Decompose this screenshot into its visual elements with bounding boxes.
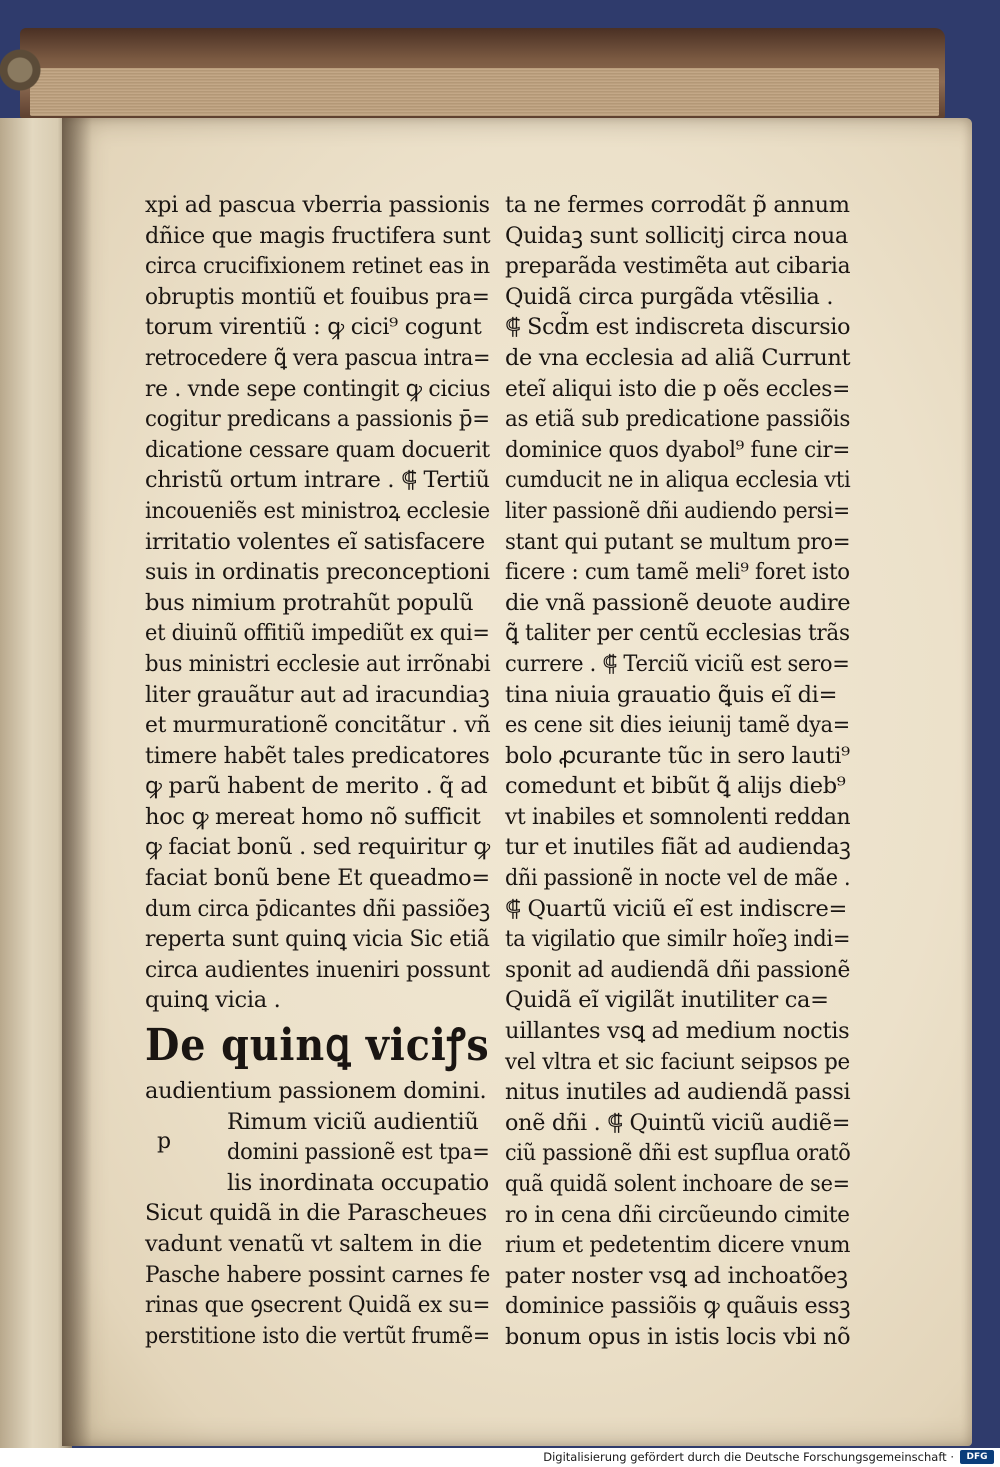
text-line: ta vigilatio que similr hoĩeꝫ indi= [505,926,851,953]
text-line: currere . ⸿ Terciũ viciũ est sero= [505,650,850,677]
right-text-column [505,190,850,1353]
chapter-subheading: audientium passionem domini. [145,1078,487,1105]
book-top-edge [20,28,945,118]
text-line: uillantes vsꝗ ad medium noctis [505,1018,850,1045]
text-line: bolo ꝓcurante tũc in sero lauti⁹ [505,742,850,769]
dfg-logo: DFG [960,1450,994,1464]
text-line: reperta sunt quinꝗ vicia Sic etiã [145,926,490,953]
text-line: Quidaꝫ sunt sollicitj circa noua [505,222,849,249]
text-line: die vnã passionẽ deuote audire [505,589,851,616]
text-line: tina niuia grauatio ꝗ̃uis eĩ di= [505,681,838,708]
text-line: perstitione isto die vertũt frumẽ= [145,1322,490,1349]
text-line: ꝗ̃ taliter per centũ ecclesias trãs [505,620,850,647]
text-line: dñice que magis fructifera sunt [145,222,491,249]
text-line: cogitur predicans a passionis p̄= [145,406,490,433]
text-line: hoc ꝙ mereat homo nõ sufficit [145,803,481,830]
text-line: as etiã sub predicatione passiõis [505,406,851,433]
text-line: quã quidã solent inchoare de se= [505,1171,850,1197]
text-line: lis inordinata occupatio [227,1169,489,1196]
text-line: nitus inutiles ad audiendã passi [505,1079,851,1106]
text-line: domini passionẽ est tpa= [227,1139,490,1166]
gutter-shadow [62,118,92,1446]
initial-letter: p [157,1128,171,1154]
text-line: comedunt et bibũt ꝗ̃ alijs dieb⁹ [505,773,846,800]
text-line: re . vnde sepe contingit ꝙ cicius [145,375,491,402]
text-line: eteĩ aliqui isto die p oẽs eccles= [505,375,850,402]
text-line: bonum opus in istis locis vbi nõ [505,1323,851,1350]
text-line: incoueniẽs est ministroꝝ ecclesie [145,497,490,524]
left-column-body [145,190,490,1016]
text-line: liter passionẽ dñi audiendo persi= [505,497,850,524]
text-line: rinas que ꝯsecrent Quidã ex su= [145,1292,491,1319]
text-line: de vna ecclesia ad aliã Currunt [505,344,851,371]
text-line: et murmurationẽ concitãtur . vñ [145,712,491,739]
text-line: es cene sit dies ieiunij tamẽ dya= [505,712,850,739]
left-text-column [145,190,490,1351]
text-line: Quidã eĩ vigilãt inutiliter ca= [505,987,829,1014]
text-line: pater noster vsꝗ ad inchoatõeꝫ [505,1262,848,1289]
text-line: vadunt venatũ vt saltem in die [145,1231,482,1258]
text-line: vt inabiles et somnolenti reddan [505,803,851,830]
text-line: preparãda vestimẽta aut cibaria [505,253,851,280]
text-line: irritatio volentes eĩ satisfacere [145,528,485,555]
text-line: retrocedere ꝗ̃ vera pascua intra= [145,344,491,371]
text-line: Rimum viciũ audientiũ [227,1108,479,1135]
text-line: dñi passionẽ in nocte vel de mãe . [505,865,851,892]
binding-tie [0,30,46,120]
text-line: circa crucifixionem retinet eas in [145,253,490,280]
initial-block [145,1107,490,1199]
footer-credit: Digitalisierung gefördert durch die Deutsche Forschungsgemeinschaft · [543,1450,954,1464]
chapter-heading: De quinꝗ viciꝭs [145,1020,490,1072]
text-line: ⸿ Scd̃m est indiscreta discursio [505,314,851,341]
digitization-footer [0,1448,1000,1467]
text-line: faciat bonũ bene Et queadmo= [145,865,490,892]
text-line: tur et inutiles fiãt ad audiendaꝫ [505,834,851,861]
text-line: dominice passiõis ꝙ quãuis essꝫ [505,1293,851,1320]
text-line: ficere : cum tamẽ meli⁹ foret isto [505,559,850,586]
text-line: dum circa p̄dicantes dñi passiõeꝫ [145,895,490,922]
initial-lines [145,1107,490,1199]
text-line: ꝙ faciat bonũ . sed requiritur ꝙ [145,834,490,861]
text-line: dicatione cessare quam docuerit [145,436,490,463]
text-line: quinꝗ vicia . [145,987,281,1014]
text-line: torum virentiũ : ꝙ cici⁹ cogunt [145,314,482,341]
text-line: bus ministri ecclesie aut irrõnabi [145,650,491,677]
text-line: christũ ortum intrare . ⸿ Tertiũ [145,467,490,494]
text-line: bus nimium protrahũt populũ [145,589,474,616]
right-column-body [505,190,850,1353]
text-line: et diuinũ offitiũ impediũt ex qui= [145,620,490,647]
text-line: xpi ad pascua vberria passionis [145,192,490,218]
text-line: sponit ad audiendã dñi passionẽ [505,956,851,983]
text-line: suis in ordinatis preconceptioni [145,559,490,586]
page-edges [30,68,939,116]
text-line: stant qui putant se multum pro= [505,528,851,555]
text-line: timere habẽt tales predicatores [145,742,490,769]
text-line: ro in cena dñi circũeundo cimite [505,1201,850,1228]
text-line: dominice quos dyabol⁹ fune cir= [505,436,851,463]
text-line: cumducit ne in aliqua ecclesia vti [505,467,851,494]
text-line: ciũ passionẽ dñi est supflua oratõ [505,1140,851,1167]
text-line: Quidã circa purgãda vtẽsilia . [505,283,834,310]
left-column-tail [145,1198,490,1351]
text-line: ta ne fermes corrodãt p̃ annum [505,192,850,218]
text-line: vel vltra et sic faciunt seipsos pe [505,1048,850,1075]
text-line: liter grauãtur aut ad iracundiaꝫ [145,681,490,708]
text-line: ⸿ Quartũ viciũ eĩ est indiscre= [505,895,848,922]
text-line: obruptis montiũ et fouibus pra= [145,283,490,310]
text-line: Pasche habere possint carnes fe [145,1261,491,1288]
text-line: onẽ dñi . ⸿ Quintũ viciũ audiẽ= [505,1109,851,1136]
text-line: rium et pedetentim dicere vnum [505,1232,851,1259]
text-line: ꝙ parũ habent de merito . q̃ ad [145,773,488,800]
text-line: Sicut quidã in die Parascheues [145,1200,487,1227]
text-line: circa audientes inueniri possunt [145,956,490,983]
